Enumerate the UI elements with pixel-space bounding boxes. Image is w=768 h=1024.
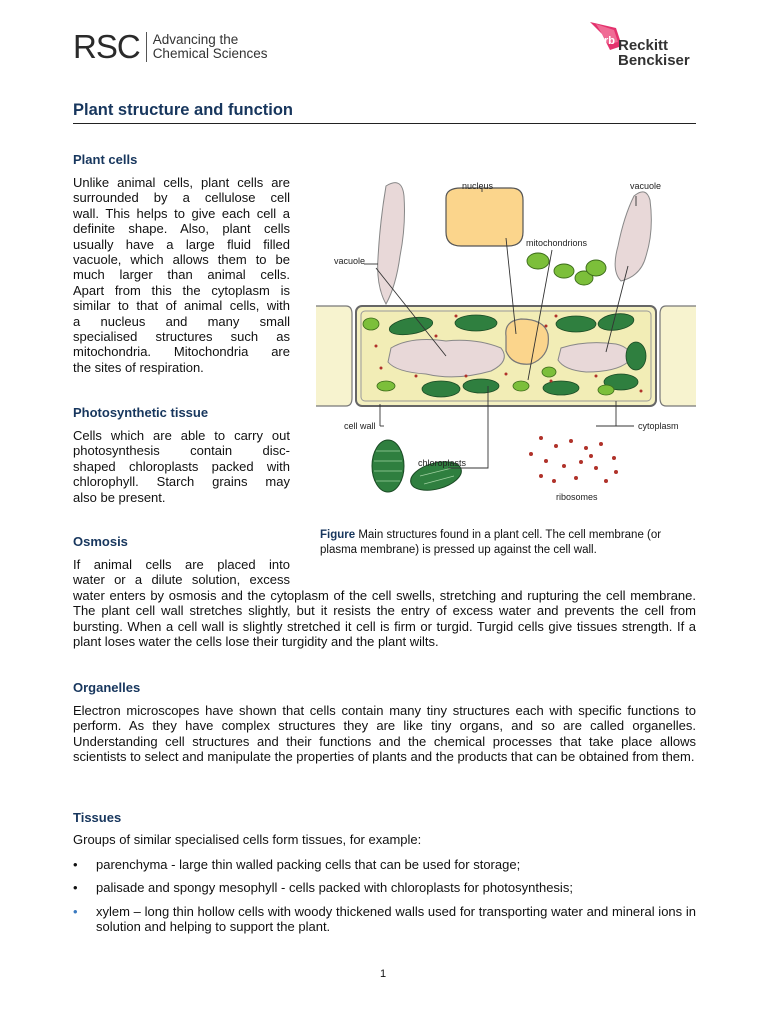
text-line: similar to that of animal cells, with <box>73 298 290 314</box>
text-line: photosynthesis contain disc- <box>73 443 290 459</box>
mitochondria-enlarged <box>527 253 606 285</box>
rsc-tagline-line-1: Advancing the <box>152 31 239 47</box>
label-cell-wall: cell wall <box>344 421 376 431</box>
text-line: definite shape. Also, plant cells <box>73 221 290 237</box>
heading-plant-cells: Plant cells <box>73 152 138 167</box>
osmosis-text-wide: water enters by osmosis and the cytoplasm of the cell swells, stretching and rupturing the cell membrane. The plant cell wall stretches slightly, but it resists the entry of excess water and prevents the cell from bursting. When a cell wall is slightly stretched it cell is firm or turgid. Turgid cells give tissues strength. If a plant loses water the cells lose their turgidity and the plant wilts. <box>73 588 696 650</box>
vacuole-right <box>558 343 630 372</box>
label-vacuole-right: vacuole <box>630 181 662 191</box>
rsc-tagline-line-2: Chemical Sciences <box>152 45 268 61</box>
nucleus <box>506 319 549 364</box>
text-line: usually have a large fluid filled <box>73 236 290 252</box>
nucleus-enlarged <box>446 188 523 246</box>
text-line: also be present. <box>73 489 166 505</box>
label-vacuole-left: vacuole <box>334 256 366 266</box>
vacuole-left <box>388 340 504 377</box>
rsc-tagline <box>153 33 268 61</box>
text-line: a nucleus and many small <box>73 313 290 329</box>
rb-name-line-2: Benckiser <box>618 52 690 69</box>
text-line: chlorophyll. Starch grains may <box>73 474 290 490</box>
text-line: mitochondria. Mitochondria are <box>73 344 290 360</box>
page-header <box>0 0 768 90</box>
rb-name-line-1: Reckitt <box>618 37 669 54</box>
label-cytoplasm: cytoplasm <box>638 421 679 431</box>
ribosomes-enlarged <box>529 436 618 483</box>
plant-cells-text <box>73 175 290 375</box>
neighbour-cell-left <box>316 306 352 406</box>
bullet: • <box>73 903 78 919</box>
label-mitochondrions: mitochondrions <box>526 238 588 248</box>
text-line: Cells which are able to carry out <box>73 428 290 443</box>
vacuole-enlarged-right <box>615 192 651 281</box>
photosynthetic-text <box>73 428 290 505</box>
list-item <box>73 880 696 895</box>
label-chloroplasts: chloroplasts <box>418 458 467 468</box>
text-line: Unlike animal cells, plant cells are <box>73 175 290 190</box>
text-line: If animal cells are placed into <box>73 557 290 572</box>
page-number: 1 <box>380 968 387 980</box>
page-title: Plant structure and function <box>73 101 294 119</box>
bullet: • <box>73 857 78 872</box>
list-item-text: parenchyma - large thin walled packing cells that can be used for storage; <box>96 857 521 872</box>
figure-caption-text: Main structures found in a plant cell. The cell membrane (or plasma membrane) is pressed up against the cell wall. <box>320 529 662 556</box>
tissues-list <box>73 857 696 943</box>
text-line: shaped chloroplasts packed with <box>73 458 290 474</box>
list-item-text: xylem – long thin hollow cells with woody thickened walls used for transporting water and mineral ions in solution and helping to support the plant. <box>96 903 696 935</box>
label-nucleus: nucleus <box>462 181 494 191</box>
organelles-text: Electron microscopes have shown that cells contain many tiny structures each with specific functions to perform. As they have complex structures they are like tiny organs, and so are called organelles. Understanding cell structures and their functions and the chemical processes that take place allows scientists to select and manipulate the properties of plants and the products that can be obtained from them. <box>73 703 696 765</box>
vacuole-enlarged-left <box>378 183 405 304</box>
tissues-intro: Groups of similar specialised cells form tissues, for example: <box>73 832 422 847</box>
rsc-wordmark: RSC <box>73 28 140 65</box>
rsc-logo <box>73 30 267 63</box>
heading-organelles: Organelles <box>73 680 141 695</box>
figure-caption-label: Figure <box>320 529 356 541</box>
text-line: much larger than animal cells. <box>73 267 290 283</box>
text-line: wall. This helps to give each cell a <box>73 205 290 221</box>
text-line: the sites of respiration. <box>73 359 204 375</box>
rb-mark: rb <box>604 35 615 47</box>
osmosis-text-narrow <box>73 557 290 588</box>
text-line: water or a dilute solution, excess <box>73 572 290 588</box>
neighbour-cell-right <box>660 306 696 406</box>
plant-cell-diagram <box>316 176 696 510</box>
text-line: specialised structures such as <box>73 329 290 345</box>
bullet: • <box>73 880 78 896</box>
heading-tissues: Tissues <box>73 810 122 825</box>
label-ribosomes: ribosomes <box>556 492 598 502</box>
text-line: surrounded by a cellulose cell <box>73 190 290 206</box>
list-item-text: palisade and spongy mesophyll - cells packed with chloroplasts for photosynthesis; <box>96 880 573 896</box>
rb-name <box>618 38 690 68</box>
text-line: Apart from this the cytoplasm is <box>73 282 290 298</box>
heading-osmosis: Osmosis <box>73 534 128 549</box>
rsc-divider <box>146 32 147 62</box>
list-item <box>73 857 696 872</box>
text-line: vacuole, which allows them to be <box>73 252 290 268</box>
title-divider <box>73 123 696 124</box>
figure-caption <box>320 528 698 557</box>
heading-photosynthetic-tissue: Photosynthetic tissue <box>73 405 209 420</box>
list-item <box>73 904 696 935</box>
